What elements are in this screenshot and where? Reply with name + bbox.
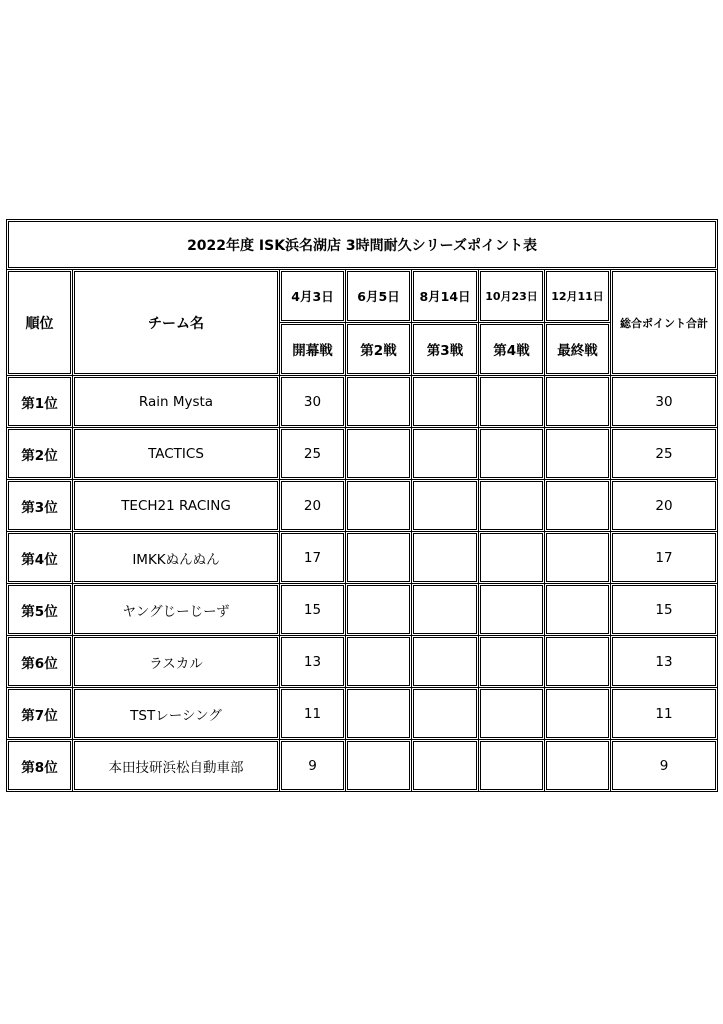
team-name-cell: ラスカル — [73, 636, 280, 688]
race-points-cell — [346, 584, 412, 636]
race-points-cell — [479, 636, 545, 688]
race-points-cell — [545, 740, 611, 792]
rank-cell: 第3位 — [7, 480, 73, 532]
race-points-cell — [346, 428, 412, 480]
team-name-cell: TECH21 RACING — [73, 480, 280, 532]
race-points-cell — [346, 480, 412, 532]
date-header: 4月3日 — [280, 270, 346, 323]
race-points-cell — [479, 532, 545, 584]
race-points-cell — [545, 376, 611, 428]
race-points-cell — [479, 688, 545, 740]
total-points-cell: 9 — [611, 740, 718, 792]
team-name-cell: Rain Mysta — [73, 376, 280, 428]
race-points-cell — [346, 532, 412, 584]
total-points-cell: 25 — [611, 428, 718, 480]
date-header: 8月14日 — [412, 270, 479, 323]
rank-cell: 第7位 — [7, 688, 73, 740]
table-row — [7, 480, 718, 532]
table-row — [7, 376, 718, 428]
points-table — [6, 219, 718, 792]
total-points-cell: 30 — [611, 376, 718, 428]
total-points-cell: 20 — [611, 480, 718, 532]
table-row — [7, 584, 718, 636]
rank-cell: 第8位 — [7, 740, 73, 792]
race-points-cell — [479, 480, 545, 532]
race-points-cell — [479, 376, 545, 428]
race-header: 最終戦 — [545, 323, 611, 376]
rank-cell: 第2位 — [7, 428, 73, 480]
race-header: 第4戦 — [479, 323, 545, 376]
race-points-cell — [412, 740, 479, 792]
race-points-cell — [545, 636, 611, 688]
race-points-cell: 30 — [280, 376, 346, 428]
rank-cell: 第5位 — [7, 584, 73, 636]
total-points-cell: 13 — [611, 636, 718, 688]
standings-rows — [7, 376, 718, 792]
race-header: 第3戦 — [412, 323, 479, 376]
race-points-cell — [479, 740, 545, 792]
total-header: 総合ポイント合計 — [611, 270, 718, 376]
total-points-cell: 17 — [611, 532, 718, 584]
rank-header: 順位 — [7, 270, 73, 376]
date-header: 6月5日 — [346, 270, 412, 323]
date-header: 12月11日 — [545, 270, 611, 323]
table-row — [7, 636, 718, 688]
team-name-cell: TSTレーシング — [73, 688, 280, 740]
team-name-cell: IMKKぬんぬん — [73, 532, 280, 584]
header-row-dates — [7, 270, 718, 323]
race-points-cell — [545, 428, 611, 480]
race-points-cell — [545, 688, 611, 740]
table-row — [7, 740, 718, 792]
rank-cell: 第1位 — [7, 376, 73, 428]
title-row — [7, 220, 718, 270]
rank-cell: 第4位 — [7, 532, 73, 584]
race-points-cell — [545, 584, 611, 636]
date-header: 10月23日 — [479, 270, 545, 323]
team-name-cell: TACTICS — [73, 428, 280, 480]
table-title: 2022年度 ISK浜名湖店 3時間耐久シリーズポイント表 — [7, 220, 718, 270]
race-points-cell: 20 — [280, 480, 346, 532]
total-points-cell: 11 — [611, 688, 718, 740]
table-row — [7, 688, 718, 740]
race-points-cell — [412, 688, 479, 740]
race-points-cell — [479, 584, 545, 636]
race-points-cell: 11 — [280, 688, 346, 740]
table-row — [7, 532, 718, 584]
race-points-cell — [412, 532, 479, 584]
race-points-cell — [412, 428, 479, 480]
race-points-cell — [412, 584, 479, 636]
race-points-cell: 25 — [280, 428, 346, 480]
race-points-cell — [479, 428, 545, 480]
race-points-cell — [545, 480, 611, 532]
race-points-cell — [346, 376, 412, 428]
race-points-cell — [545, 532, 611, 584]
race-points-cell: 13 — [280, 636, 346, 688]
team-name-cell: ヤングじーじーず — [73, 584, 280, 636]
race-header: 第2戦 — [346, 323, 412, 376]
team-header: チーム名 — [73, 270, 280, 376]
race-points-cell — [412, 480, 479, 532]
race-points-cell — [412, 636, 479, 688]
race-points-cell — [346, 740, 412, 792]
team-name-cell: 本田技研浜松自動車部 — [73, 740, 280, 792]
rank-cell: 第6位 — [7, 636, 73, 688]
race-points-cell: 9 — [280, 740, 346, 792]
table-row — [7, 428, 718, 480]
total-points-cell: 15 — [611, 584, 718, 636]
race-points-cell — [346, 688, 412, 740]
race-points-cell — [412, 376, 479, 428]
race-points-cell: 15 — [280, 584, 346, 636]
race-points-cell: 17 — [280, 532, 346, 584]
race-header: 開幕戦 — [280, 323, 346, 376]
race-points-cell — [346, 636, 412, 688]
